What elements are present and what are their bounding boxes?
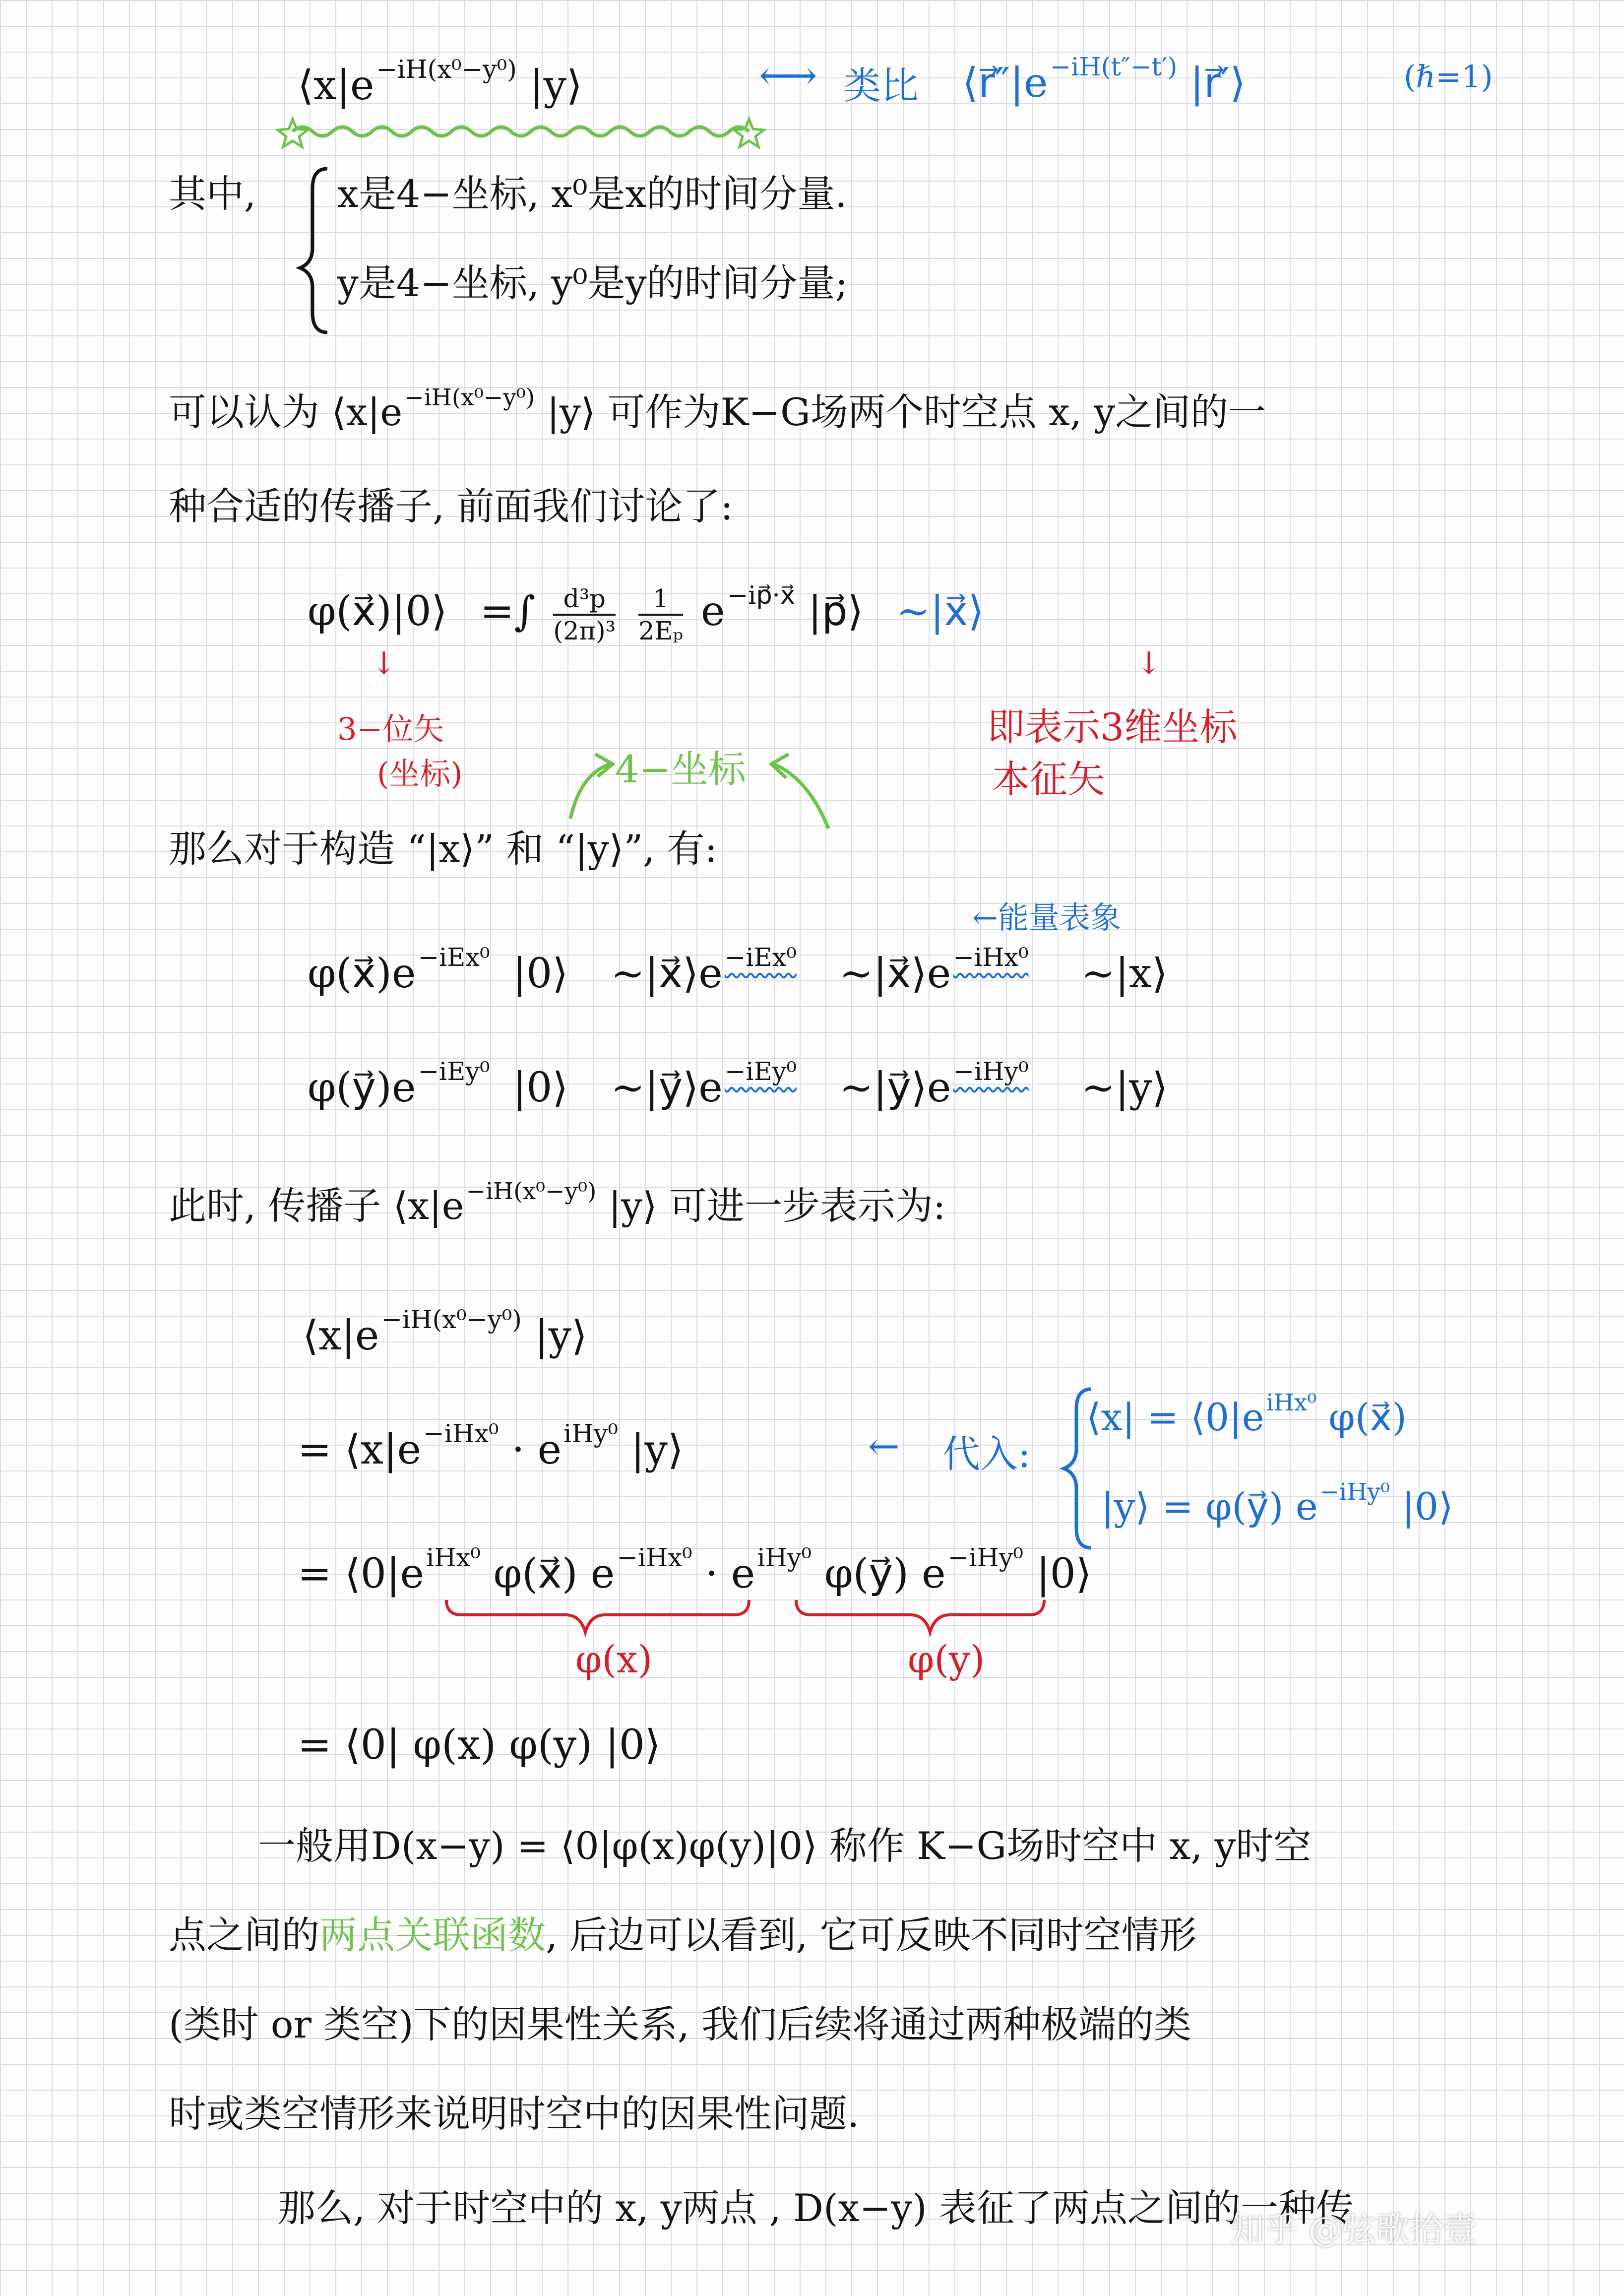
sub1-b: φ(x⃗) [1328,1395,1407,1440]
equation-ket-x [308,943,1168,997]
derivation-line-4: = ⟨0| φ(x) φ(y) |0⟩ [298,1722,661,1769]
underbrace-phi-x [446,1600,749,1632]
brace-label-phi-x: φ(x) [575,1637,653,1681]
eq3-a-exp: −iEy⁰ [418,1057,490,1086]
eq1-frac1-num: d³p [553,583,616,616]
d3-dot: · [705,1550,718,1598]
paragraph-3 [169,1176,946,1230]
d2-exp2: iHy⁰ [563,1419,618,1448]
eq2-a2: |0⟩ [512,950,568,998]
paragraph-4-line-4: 时或类空情形来说明时空中的因果性问题. [169,2092,860,2136]
eq3-c-exp: −iHy⁰ [953,1057,1029,1086]
d3-exp4: −iHy⁰ [947,1543,1023,1572]
eq1-exp: −ip⃗·x⃗ [727,580,795,610]
eq1-lhs: φ(x⃗)|0⟩ [308,588,447,636]
d3-b: φ(x⃗) e [493,1550,615,1598]
d3-a: = ⟨0|e [298,1550,425,1598]
annotation-4coordinate: 4−坐标 [615,747,747,791]
curly-brace [300,169,327,332]
derivation-line-3 [298,1543,1092,1597]
where-label: 其中, [169,172,256,216]
down-arrow-icon: ↓ [371,645,397,681]
sub1-a: ⟨x| = ⟨0|e [1086,1395,1264,1440]
eq1-eq: =∫ [480,588,536,636]
hbar-note: (ℏ=1) [1404,59,1493,95]
annotation-eigen-1: 即表示3维坐标 [987,705,1238,749]
para1-ket: |y⟩ [547,390,596,434]
d2-a: = ⟨x|e [298,1426,422,1474]
d3-c: e [731,1550,755,1598]
eq3-a: φ(y⃗)e [308,1064,416,1112]
substitution-label: 代入: [942,1432,1031,1476]
eq3-b: ∼|y⃗⟩e [611,1064,723,1112]
where-item-x: x是4−坐标, x⁰是x的时间分量. [337,172,847,216]
eq1-frac2-den: 2Eₚ [638,616,683,645]
annotation-eigen-2: 本征矢 [992,757,1105,801]
para3-exp: −iH(x⁰−y⁰) [466,1177,597,1205]
para1-expr: ⟨x|e [331,390,403,434]
eq1-frac2-num: 1 [638,583,683,616]
equation-ket-y [308,1057,1168,1111]
propagator-exponent: −iH(x⁰−y⁰) [376,55,517,84]
analogy-arrow: ⟷ [759,52,817,99]
down-arrow-icon: ↓ [1136,645,1162,681]
green-arrow-right [774,764,828,829]
substitution-arrow: ← [868,1424,900,1468]
sub2-exp: −iHy⁰ [1319,1478,1390,1506]
para4-text-b: , 后边可以看到, 它可反映不同时空情形 [546,1913,1197,1957]
eq2-a: φ(x⃗)e [308,950,416,998]
para1-text-a: 可以认为 [169,390,319,434]
d3-e: |0⟩ [1036,1550,1092,1598]
para1-exp: −iH(x⁰−y⁰) [404,383,535,411]
paragraph-1-line-1 [169,382,1266,436]
d1-a: ⟨x|e [303,1312,379,1360]
eq3-d: ∼|y⟩ [1081,1064,1168,1112]
sub2-b: |0⟩ [1402,1484,1453,1529]
paragraph-2: 那么对于构造 “|x⟩” 和 “|y⟩”, 有: [169,827,718,871]
d3-d: φ(y⃗) e [824,1550,946,1598]
paragraph-4-line-2 [169,1905,1197,1959]
propagator-ket: |y⟩ [530,62,582,110]
d3-exp2: −iHx⁰ [617,1543,692,1572]
para3-text-b: |y⟩ 可进一步表示为: [608,1184,946,1228]
green-arrow-left-head [595,754,613,776]
analogy-bra: ⟨r⃗″|e [962,60,1048,107]
sub2-a: |y⟩ = φ(y⃗) e [1101,1484,1318,1529]
paragraph-4-line-1: 一般用D(x−y) = ⟨0|φ(x)φ(y)|0⟩ 称作 K−G场时空中 x, y时空 [258,1824,1312,1868]
d2-e2: e [537,1426,562,1474]
where-item-y: y是4−坐标, y⁰是y的时间分量; [337,261,848,305]
eq1-fraction-norm [638,583,683,646]
d2-exp1: −iHx⁰ [423,1419,499,1448]
underbrace-phi-y [796,1600,1044,1632]
annotation-energy-representation: ←能量表象 [972,899,1121,936]
sub1-exp: iHx⁰ [1266,1389,1317,1416]
derivation-line-1 [303,1305,587,1359]
eq3-a2: |0⟩ [512,1064,568,1112]
eq2-c-exp: −iHx⁰ [953,943,1029,972]
propagator-expression [298,55,582,109]
paragraph-4-line-3: (类时 or 类空)下的因果性关系, 我们后续将通过两种极端的类 [169,2002,1192,2046]
eq2-d: ∼|x⟩ [1081,950,1168,998]
d2-b: |y⟩ [630,1426,684,1474]
d2-dot: · [511,1426,525,1474]
analogy-expression [962,52,1246,107]
green-wavy-underline [293,127,749,136]
para3-expr: ⟨x|e [393,1184,464,1228]
star-icon [734,119,764,147]
eq2-b: ∼|x⃗⟩e [611,950,723,998]
eq3-b-exp: −iEy⁰ [724,1057,797,1086]
eq2-b-exp: −iEx⁰ [724,943,797,972]
propagator-bra: ⟨x|e [298,62,375,110]
analogy-ket: |r⃗′⟩ [1190,60,1246,107]
two-point-correlation-highlight: 两点关联函数 [319,1913,546,1957]
green-arrow-right-head [771,754,789,778]
watermark: 知乎 @弦歌拾壹 [1230,2210,1477,2249]
para3-text-a: 此时, 传播子 [169,1184,381,1228]
derivation-line-2 [298,1419,684,1473]
eq1-frac1-den: (2π)³ [553,616,616,645]
d1-b: |y⟩ [535,1312,587,1360]
eq1-sim: ∼|x⃗⟩ [896,588,984,636]
eq1-fraction-measure [553,583,616,646]
analogy-label: 类比 [843,64,919,108]
eq2-a-exp: −iEx⁰ [418,943,490,972]
para1-text-b: 可作为K−G场两个时空点 x, y之间的一 [607,390,1266,434]
annotation-coordinate: (坐标) [377,756,463,792]
substitution-bra [1086,1389,1407,1439]
para4-text-a: 点之间的 [169,1913,319,1957]
eq3-c: ∼|y⃗⟩e [839,1064,951,1112]
d1-exp: −iH(x⁰−y⁰) [381,1305,522,1334]
paragraph-5: 那么, 对于时空中的 x, y两点 , D(x−y) 表征了两点之间的一种传 [278,2186,1354,2230]
analogy-exponent: −iH(t″−t′) [1050,52,1178,81]
substitution-ket [1101,1478,1453,1529]
star-icon [278,119,308,147]
brace-label-phi-y: φ(y) [908,1637,985,1681]
eq1-exp-base: e [701,588,725,636]
eq1-ket: |p⃗⟩ [808,588,864,636]
green-arrow-left [570,764,610,819]
d3-exp1: iHx⁰ [426,1543,481,1572]
equation-field-operator [308,580,984,646]
annotation-3vector: 3−位矢 [337,711,444,747]
eq2-c: ∼|x⃗⟩e [839,950,951,998]
d3-exp3: iHy⁰ [757,1543,812,1572]
paragraph-1-line-2: 种合适的传播子, 前面我们讨论了: [169,484,733,528]
